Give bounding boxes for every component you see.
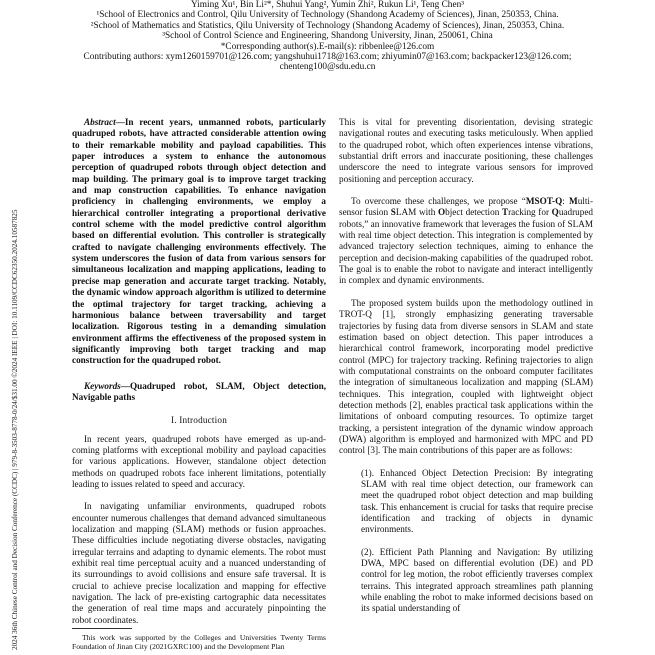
intro-paragraph-1: In recent years, quadruped robots have emerged as up-and-coming platforms with exceptional mobility and payload capacities for various applications. However, standalone object detection methods on quadruped robots face inherent limitations, potentially leading to issues related to speed and accuracy. [72,433,326,489]
ieee-sidebar [4,0,19,655]
contribution-1: (1). Enhanced Object Detection Precision: By integrating SLAM with real time object detection, our framework can meet the quadruped robot object detection and map building task. This enhancement is crucial for tasks that require precise identification and tracking of objects in dynamic environments. [361,467,593,535]
proposal-text-f: racking for [508,207,552,218]
intro-paragraph-2: In navigating unfamiliar environments, quadruped robots encounter numerous challenges that demand advanced simultaneous localization and mapping (SLAM) methods or fusion approaches. These difficulties include negotiating diverse obstacles, navigating irregular terrains and adapting to dynamic elements. The robot must exhibit real time perceptual acuity and a nuanced understanding of its surroundings to avoid collisions and ensure safe traversal. It is crucial to achieve precise localization and mapping for effective navigation. The lack of pre-existing cartographic data necessitates the generation of real time maps and accurately pinpointing the robot coordinates. [72,501,326,625]
intro-paragraph-3: This is vital for preventing disorientation, devising strategic navigational routes and executing tasks meticulously. When applied to the quadruped robot, which often experiences intense vibrations, substantial drift errors and inaccurate positioning, these challenges underscore the need to integrate various sensors for improved positioning and perception accuracy. [339,117,593,184]
abstract-label: Abstract [84,117,116,127]
proposal-text-b: : [562,196,570,207]
keywords-text: —Quadruped robot, SLAM, Object detection, Navigable paths [72,380,326,402]
corresponding-author: *Corresponding author(s).E-mail(s): ribbenlee@126.com [220,41,435,52]
abstract [72,117,326,367]
acronym-letter-m: M [569,196,578,207]
acronym-letter-t: T [501,207,509,218]
proposal-text-d: LAM with [395,207,438,218]
keywords-label: Keywords [84,380,121,391]
framework-name: MSOT-Q [525,196,563,207]
abstract-text: —In recent years, unmanned robots, particularly quadruped robots, have attracted considerable attention owing to their remarkable mobility and payload capabilities. This paper introduces a system to enhance the autonomous perception of quadruped robots through object detection and map building. The primary goal is to improve target tracking and map construction capabilities. To enhance navigation proficiency in challenging environments, we employ a hierarchical controller integrating a proportional derivative control scheme with the model predictive control algorithm based on differential evolution. This controller is strategically crafted to navigate challenging environments effectively. The system underscores the fusion of data from various sensors for simultaneous localization and mapping applications, leading to precise map generation and accurate target tracking. Notably, the dynamic window approach algorithm is utilized to determine the optimal trajectory for target tracking, achieving a harmonious balance between traversability and target localization. Rigorous testing in a demanding simulation environment affirms the effectiveness of the proposed system in significantly improving both target tracking and map construction for the quadruped robot. [72,117,326,366]
proposal-paragraph [339,196,593,287]
right-column [339,117,593,626]
proposal-text-e: bject detection [445,207,502,218]
affiliation-2: ²School of Mathematics and Statistics, Qilu University of Technology (Shandong Academy of Sciences), Jinan, 250353, China. [90,20,565,31]
paper-header [0,0,655,73]
funding-footnote: This work was supported by the Colleges and Universities Twenty Terms Foundation of Jinan City (2021GXRC100) and the Development Plan [72,633,326,652]
footnote-rule [72,628,132,629]
affiliation-3: ³School of Control Science and Engineering, Shandong University, Jinan, 250061, China [162,31,493,42]
left-column [72,117,326,637]
keywords [72,381,326,404]
conference-doi-text: 2024 36th Chinese Control and Decision Conference (CCDC) | 979-8-3503-8778-0/24/$31.00 ©2024 IEEE | DOI: 10.1109/CCDC62350.2024.10587825 [11,209,19,650]
methodology-paragraph: The proposed system builds upon the methodology outlined in TROT-Q [1], strongly emphasizing generating traversable trajectories by fusing data from diverse sensors in SLAM and state estimation based on object detection. This paper introduces a hierarchical control framework, incorporating model predictive control (MPC) for trajectory tracking. Refining trajectories to align with computational constraints on the onboard computer facilitates the integration of simultaneous localization and mapping (SLAM) techniques. This integration, coupled with lightweight object detection methods [2], enables practical task applications within the limitations of onboard computing resources. To optimize target tracking, a persistent integration of the dynamic window approach (DWA) algorithm is employed and harmonized with MPC and PD control [3]. The main contributions of this paper are as follows: [339,297,593,456]
contributing-authors-1: Contributing authors: xym1260159701@126.com; yangshuhui1718@163.com; zhiyumin07@163.com; backpacker123@126.com; [83,52,572,63]
proposal-text-a: To overcome these challenges, we propose “ [351,196,526,207]
author-list: Yiming Xu¹, Bin Li²*, Shuhui Yang², Yumin Zhi², Rukun Li¹, Teng Chen³ [190,0,465,10]
acronym-letter-s: S [390,207,396,218]
section-heading-introduction: I. Introduction [170,415,228,426]
contribution-2: (2). Efficient Path Planning and Navigation: By utilizing DWA, MPC based on differential evolution (DE) and PD control for leg motion, the robot efficiently traverses complex terrains. This integrated approach streamlines path planning while enabling the robot to make informed decisions based on its spatial understanding of [361,546,593,614]
contributing-authors-2: chenteng100@sdu.edu.cn [279,62,376,73]
acronym-letter-q: Q [551,207,559,218]
affiliation-1: ¹School of Electronics and Control, Qilu University of Technology (Shandong Academy of Sciences), Jinan, 250353, China. [96,10,559,21]
proposal-text-g: uadruped robots,” an innovative framework that leverages the fusion of SLAM with real time object detection. This integration is complemented by advanced trajectory selection techniques, aiming to enhance the perception and decision-making capabilities of the quadruped robot. The goal is to enable the robot to navigate and interact intelligently in complex and dynamic environments. [339,207,594,286]
acronym-letter-o: O [437,207,446,218]
proposal-text-c: ulti-sensor fusion [339,196,593,218]
